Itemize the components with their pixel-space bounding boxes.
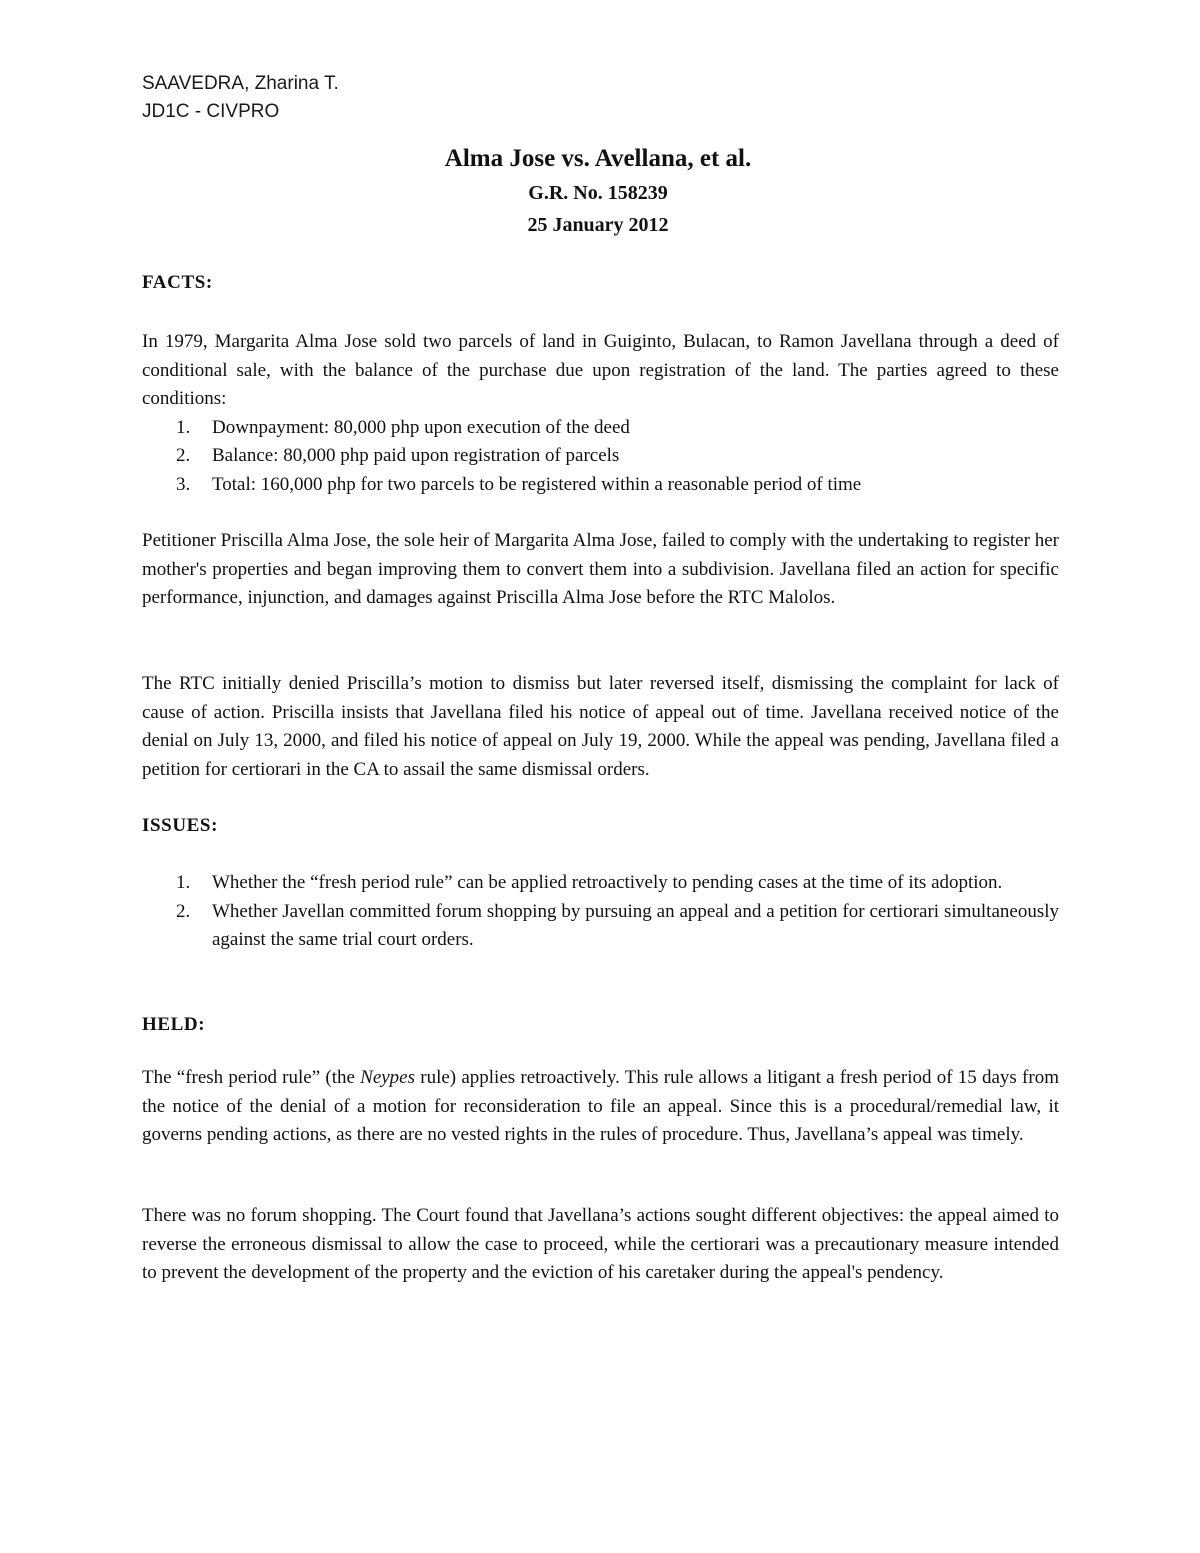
list-item-text: Whether Javellan committed forum shopping by pursuing an appeal and a petition for certiorari simultaneously against the same trial court orders. — [212, 900, 1059, 951]
list-item-text: Whether the “fresh period rule” can be applied retroactively to pending cases at the time of its adoption. — [212, 872, 1003, 893]
list-number: 2. — [176, 445, 191, 467]
case-header — [0, 141, 1196, 241]
issues-section — [142, 869, 1059, 955]
list-item-text: Downpayment: 80,000 php upon execution of the deed — [212, 416, 630, 438]
list-item — [142, 471, 1059, 500]
case-title: Alma Jose vs. Avellana, et al. — [444, 145, 752, 172]
held-heading: HELD: — [142, 1014, 206, 1035]
list-item — [142, 414, 1059, 443]
list-item — [142, 869, 1059, 898]
list-item-text: Balance: 80,000 php paid upon registration of parcels — [212, 445, 620, 467]
author-block — [142, 70, 339, 126]
issues-list — [142, 869, 1059, 955]
conditions-list — [142, 414, 1059, 500]
course-code: JD1C - CIVPRO — [142, 101, 280, 122]
paragraph — [142, 1064, 1059, 1150]
paragraph: Petitioner Priscilla Alma Jose, the sole heir of Margarita Alma Jose, failed to comply with the undertaking to register her mother's properties and began improving them to convert them into a subdivision. Javellana filed an action for specific performance, injunction, and damages against Priscilla Alma Jose before the RTC Malolos. — [142, 530, 1059, 609]
student-name: SAAVEDRA, Zharina T. — [142, 73, 339, 94]
list-number: 1. — [176, 872, 191, 893]
list-number: 3. — [176, 473, 191, 495]
facts-intro-paragraph: In 1979, Margarita Alma Jose sold two parcels of land in Guiginto, Bulacan, to Ramon Javellana through a deed of conditional sale, with the balance of the purchase due upon registration of the land. The parties agreed to these conditions: — [142, 331, 1059, 410]
list-item — [142, 442, 1059, 471]
facts-paragraph-3 — [142, 670, 1059, 784]
list-number: 1. — [176, 416, 191, 438]
facts-heading: FACTS: — [142, 272, 213, 293]
held-text-before: The “fresh period rule” (the — [142, 1067, 361, 1088]
paragraph: There was no forum shopping. The Court found that Javellana’s actions sought different objectives: the appeal aimed to reverse the erroneous dismissal to allow the case to proceed, while the certiorari was a precautionary measure intended to prevent the development of the property and the eviction of his caretaker during the appeal's pendency. — [142, 1205, 1059, 1284]
held-paragraph-2 — [142, 1202, 1059, 1288]
case-gr-number: G.R. No. 158239 — [528, 182, 668, 204]
list-item — [142, 898, 1059, 955]
held-text-after: rule) applies retroactively. This rule allows a litigant a fresh period of 15 days from the notice of the denial of a motion for reconsideration to file an appeal. Since this is a procedural/remedial law, it governs pending actions, as there are no vested rights in the rules of procedure. Thus, Javellana’s appeal was timely. — [142, 1067, 1059, 1146]
facts-section — [142, 328, 1059, 500]
list-number: 2. — [176, 900, 191, 922]
facts-paragraph-2 — [142, 527, 1059, 613]
paragraph: The RTC initially denied Priscilla’s motion to dismiss but later reversed itself, dismissing the complaint for lack of cause of action. Priscilla insists that Javellana filed his notice of appeal out of time. Javellana received notice of the denial on July 13, 2000, and filed his notice of appeal on July 19, 2000. While the appeal was pending, Javellana filed a petition for certiorari in the CA to assail the same dismissal orders. — [142, 673, 1059, 780]
neypes-italic: Neypes — [360, 1067, 416, 1088]
issues-heading: ISSUES: — [142, 815, 219, 836]
held-paragraph-1 — [142, 1064, 1059, 1150]
case-date: 25 January 2012 — [527, 214, 669, 236]
list-item-text: Total: 160,000 php for two parcels to be registered within a reasonable period of time — [212, 473, 862, 495]
